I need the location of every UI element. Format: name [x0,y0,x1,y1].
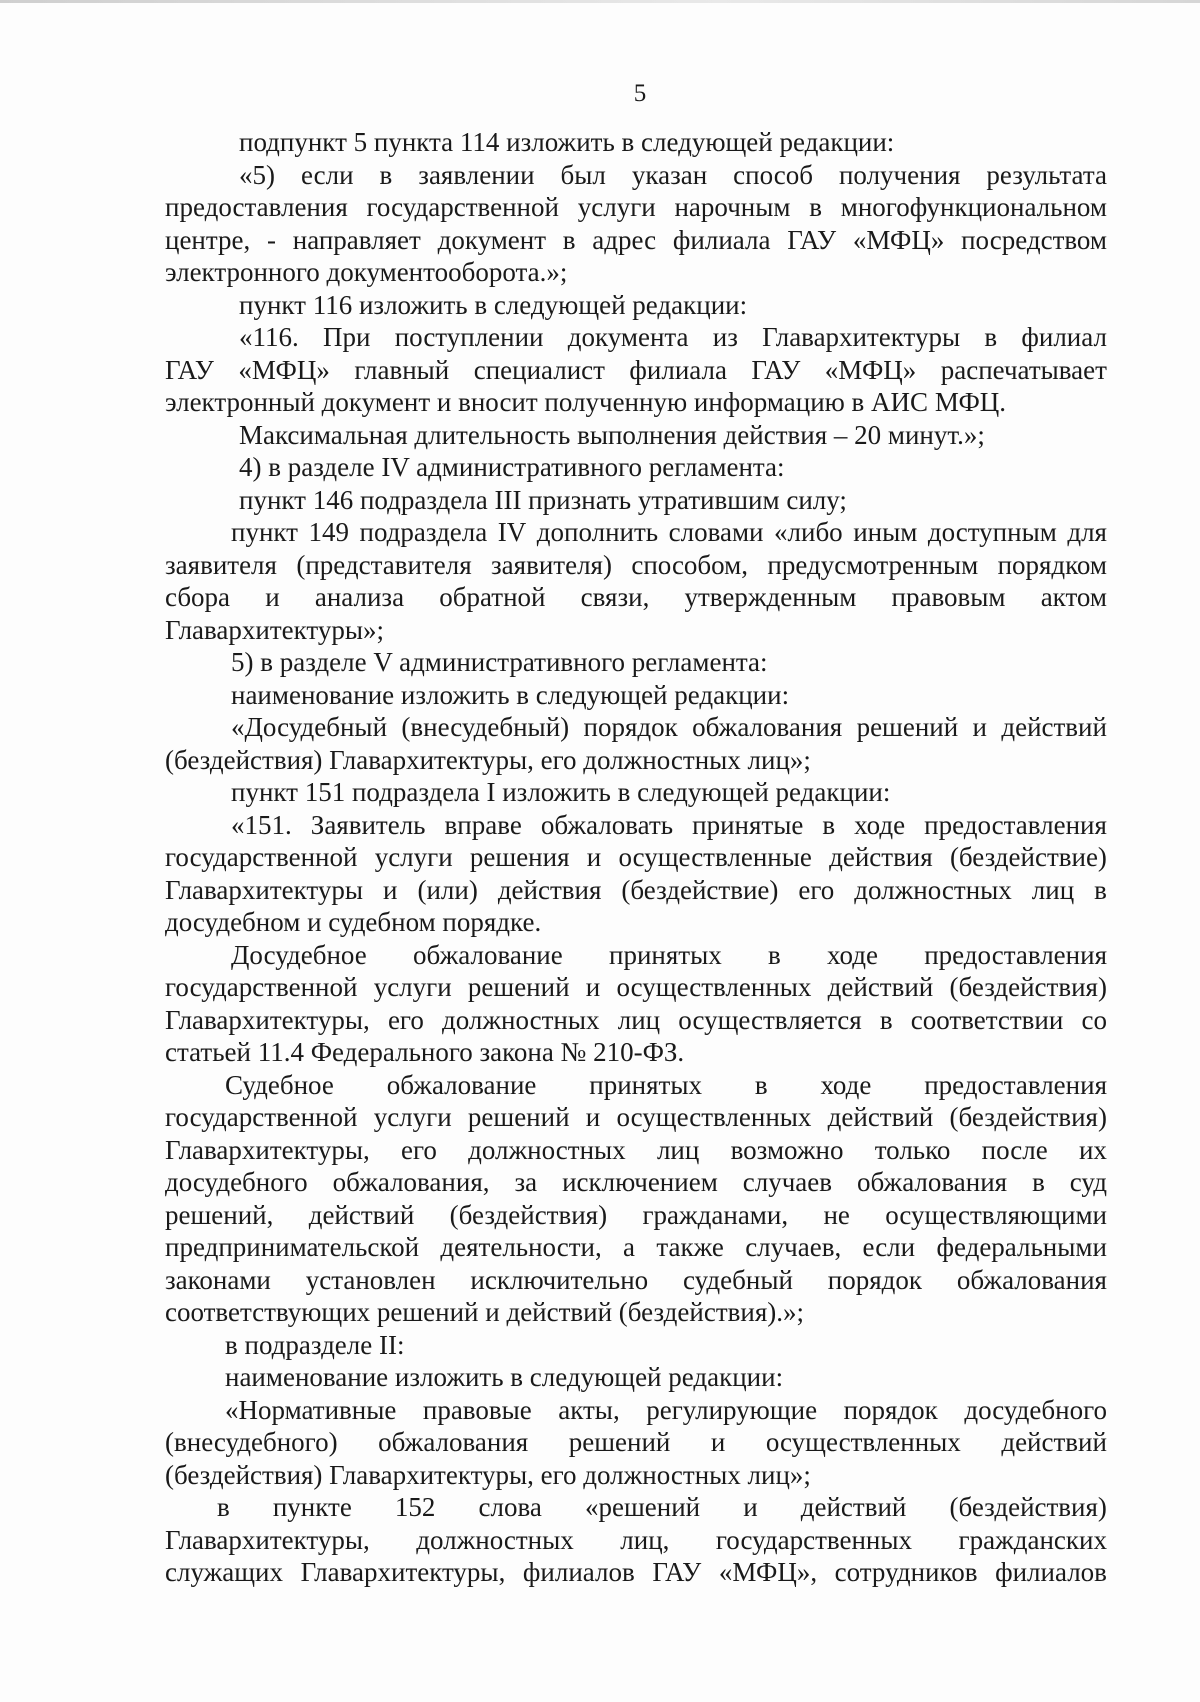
word: адрес [592,224,657,255]
word: Главархитектуры, [165,1134,370,1165]
word: филиала [629,354,727,385]
word: заявителя [165,549,277,580]
word: IV [497,517,527,547]
word: получения [838,159,961,190]
word: акты, [558,1394,620,1425]
text-line [165,1199,1107,1232]
text-line [165,549,1107,582]
word: был [560,159,606,190]
word: если [862,1232,916,1262]
word: регулирующие [646,1394,818,1425]
word: (бездействие) [949,842,1107,872]
word: законами [165,1264,271,1295]
word: (бездействия) [949,972,1107,1002]
word: Главархитектуры [165,874,363,905]
word: досудебного [964,1394,1107,1425]
word: ходе [820,1069,872,1100]
text-line: 5) в разделе V административного регламента: [231,647,768,677]
word: должностных [442,1004,600,1035]
word: осуществленных [616,1102,812,1132]
word: филиалов [522,1557,635,1587]
text-line: Максимальная длительность выполнения действия – 20 минут.»; [239,419,985,450]
text-line [165,1004,1107,1037]
word: ходе [854,809,906,840]
word: решения [469,842,570,872]
word: должностных [416,1524,574,1555]
text-line [165,711,1107,744]
word: правовые [422,1394,532,1425]
word: федеральными [936,1232,1107,1262]
word: за [514,1167,538,1197]
word: случаев [742,1167,833,1197]
word: (бездействия) [949,1102,1107,1132]
word: осуществленных [616,972,812,1002]
word: иным [853,517,918,547]
word: государственной [165,972,358,1002]
word: направляет [292,224,421,255]
word: в [879,1004,893,1035]
word: результата [986,159,1107,190]
word: служащих [165,1557,283,1587]
text-line: подпункт 5 пункта 114 изложить в следующей редакции: [239,127,895,157]
word: после [981,1134,1048,1165]
word: деятельности, [440,1232,602,1262]
text-line: наименование изложить в следующей редакции: [231,679,790,710]
word: порядок [827,1264,922,1295]
word: и [265,582,280,612]
word: заявителя) [491,549,612,580]
word: в [1032,1167,1045,1197]
word: Главархитектуры [762,322,961,352]
word: государственных [715,1524,913,1555]
word: лиц [617,1004,661,1035]
text-line: наименование изложить в следующей редакции: [225,1362,784,1392]
word: обжаловать [540,809,674,840]
word: Главархитектуры, [165,1524,370,1555]
text-line [165,1101,1107,1134]
word: государственной [366,192,559,222]
word: документа [567,322,689,352]
text-line [165,841,1107,874]
word: действий [827,1102,934,1132]
word: пункте [272,1492,352,1522]
text-line: в подразделе II: [225,1329,405,1360]
word: обратной [439,582,546,612]
word: осуществляется [678,1004,862,1035]
word: действия [497,874,602,905]
word: гражданами, [642,1199,789,1230]
word: осуществленные [618,842,812,872]
word: (внесудебного) [165,1427,338,1457]
word: решений [467,1102,570,1132]
word: и [585,972,601,1002]
word: его [387,1004,424,1035]
word: и [586,842,602,872]
word: «либо [774,517,843,547]
word: в [217,1492,230,1522]
text-line [165,1394,1107,1427]
word: случаев, [745,1232,842,1262]
word: только [874,1134,951,1165]
word: в [754,1069,768,1100]
text-line [165,321,1107,354]
word: анализа [314,582,405,612]
word: осуществляющими [885,1199,1107,1230]
document-body [165,126,1107,1589]
word: распечатывает [940,354,1107,385]
word: обжалование [413,939,563,970]
word: доступным [927,517,1057,547]
text-line [165,874,1107,907]
word: в [809,192,822,222]
word: (бездействия) [949,1492,1107,1522]
word: Главархитектуры, [165,1004,370,1035]
word: принятых [589,1069,702,1100]
text-line: пункт 151 подраздела I изложить в следующей редакции: [231,777,891,807]
word: предпринимательской [165,1232,420,1262]
word: обжалования [692,712,843,742]
word: «решений [584,1492,701,1522]
word: Судебное [225,1069,334,1100]
word: действия [829,842,933,872]
word: ГАУ [751,354,801,385]
word: и [710,1427,726,1457]
text-line: электронный документ и вносит полученную информацию в АИС МФЦ. [165,387,1007,417]
text-line: статьей 11.4 Федерального закона № 210-ФЗ. [165,1037,685,1067]
word: ГАУ [652,1557,702,1587]
word: и [585,1102,601,1132]
word: порядком [997,549,1107,580]
word: пункт [231,517,298,547]
word: 152 [394,1492,436,1522]
word: порядок [583,712,678,742]
word: предусмотренным [767,549,979,580]
word: сбора [165,582,231,612]
word: предоставления [924,939,1107,970]
word: также [656,1232,724,1262]
word: действий [1001,1427,1107,1457]
word: «МФЦ» [824,354,917,385]
word: государственной [165,1102,358,1132]
word: предоставления [924,1069,1107,1100]
word: лиц, [620,1524,670,1555]
word: судебный [682,1264,793,1295]
text-line: (бездействия) Главархитектуры, его должностных лиц»; [165,744,811,775]
text-line [165,1166,1107,1199]
word: «116. [239,322,299,352]
word: посредством [961,224,1107,255]
word: многофункциональном [840,192,1107,222]
word: в [562,224,576,255]
word: «151. [231,809,292,840]
word: их [1078,1134,1107,1165]
text-line: пункт 146 подраздела III признать утратившим силу; [239,484,847,515]
word: Главархитектуры, [300,1557,506,1587]
word: обжалование [386,1069,537,1100]
word: «МФЦ» [852,224,945,255]
word: из [712,322,738,352]
word: в [768,939,781,970]
word: действий [1001,712,1107,742]
word: (внесудебный) [401,712,570,742]
text-line [165,971,1107,1004]
word: способ [733,159,813,190]
word: сотрудников [834,1557,978,1587]
word: решений, [165,1199,274,1230]
word: действий [827,972,934,1002]
word: правовым [891,582,1006,612]
word: со [1081,1004,1107,1035]
word: в [822,809,836,840]
word: слова [478,1492,542,1522]
word: в [379,159,393,190]
word: исключением [562,1167,718,1197]
text-line: Главархитектуры»; [165,614,384,645]
word: (бездействие) [621,874,779,905]
word: связи, [580,582,650,612]
word: документ [437,224,547,255]
word: его [401,1134,437,1165]
word: обжалования [856,1167,1008,1197]
word: вправе [444,809,522,840]
word: не [823,1199,850,1230]
word: Заявитель [310,809,426,840]
word: способом, [631,549,748,580]
word: указан [631,159,708,190]
text-line: соответствующих решений и действий (бездействия).»; [165,1297,804,1327]
word: соответствии [910,1004,1064,1035]
word: «МФЦ», [718,1557,818,1587]
word: главный [354,354,450,385]
text-line: 4) в разделе IV административного регламента: [239,452,785,482]
word: филиалов [995,1557,1107,1587]
word: решений [856,712,959,742]
word: филиала [672,224,771,255]
word: 149 [308,517,349,547]
word: установлен [305,1264,436,1295]
word: в [984,322,998,352]
word: услуги [373,1102,452,1132]
text-line [165,224,1107,257]
text-line [165,1231,1107,1264]
word: «МФЦ» [238,354,330,385]
page-number: 5 [633,80,647,107]
word: обжалования [378,1427,529,1457]
word: исключительно [470,1264,649,1295]
word: и [972,712,987,742]
word: гражданских [958,1524,1107,1555]
word: (представителя [296,549,472,580]
word: (бездействия) [449,1199,608,1230]
word: для [1067,517,1107,547]
word: специалист [473,354,605,385]
word: суд [1069,1167,1107,1197]
word: словами [668,517,764,547]
text-line: электронного документооборота.»; [165,257,568,287]
word: (или) [417,874,478,905]
word: действий [800,1492,907,1522]
word: решений [568,1427,671,1457]
word: услуги [577,192,656,222]
word: - [267,224,276,255]
text-line [165,1264,1107,1297]
word: «Досудебный [231,712,388,742]
word: ГАУ [787,224,837,255]
word: действий [308,1199,415,1230]
scan-top-edge [0,0,1200,3]
text-line [165,159,1107,192]
text-line [165,1134,1107,1167]
text-line [165,939,1107,972]
word: ходе [827,939,878,970]
text-line [165,191,1107,224]
word: лиц [1031,874,1075,905]
word: лиц [656,1134,700,1165]
word: принятых [609,939,722,970]
text-line [165,1491,1107,1524]
text-line [165,1069,1107,1102]
word: филиал [1021,322,1107,352]
text-line: (бездействия) Главархитектуры, его должностных лиц»; [165,1459,811,1490]
word: должностных [854,874,1012,905]
word: обжалования, [332,1167,490,1197]
word: в [1094,874,1107,905]
word: предоставления [165,192,348,222]
word: если [300,159,354,190]
text-line: пункт 116 изложить в следующей редакции: [239,289,748,320]
word: осуществленных [765,1427,961,1457]
word: поступлении [394,322,544,352]
word: нарочным [674,192,791,222]
word: дополнить [536,517,659,547]
word: должностных [468,1134,626,1165]
word: предоставления [924,809,1107,840]
text-line [165,1556,1107,1589]
text-line [165,1426,1107,1459]
word: услуги [373,972,452,1002]
word: его [798,874,835,905]
word: досудебного [165,1167,308,1197]
word: и [383,874,398,905]
word: При [323,322,371,352]
word: подраздела [359,517,488,547]
word: принятые [692,809,804,840]
word: утвержденным [684,582,857,612]
word: «Нормативные [225,1394,397,1425]
word: обжалования [956,1264,1107,1295]
word: решений [467,972,570,1002]
word: возможно [730,1134,844,1165]
text-line [165,809,1107,842]
text-line [165,354,1107,387]
word: «5) [239,159,275,190]
word: ГАУ [165,354,214,385]
word: Досудебное [231,939,367,970]
word: центре, [165,224,251,255]
word: заявлении [418,159,535,190]
text-line [165,581,1107,614]
word: актом [1040,582,1107,612]
text-line: досудебном и судебном порядке. [165,907,542,937]
word: а [623,1232,636,1262]
word: порядок [843,1394,938,1425]
word: и [743,1492,758,1522]
word: государственной [165,842,358,872]
word: услуги [374,842,453,872]
text-line [165,516,1107,549]
text-line [165,1524,1107,1557]
